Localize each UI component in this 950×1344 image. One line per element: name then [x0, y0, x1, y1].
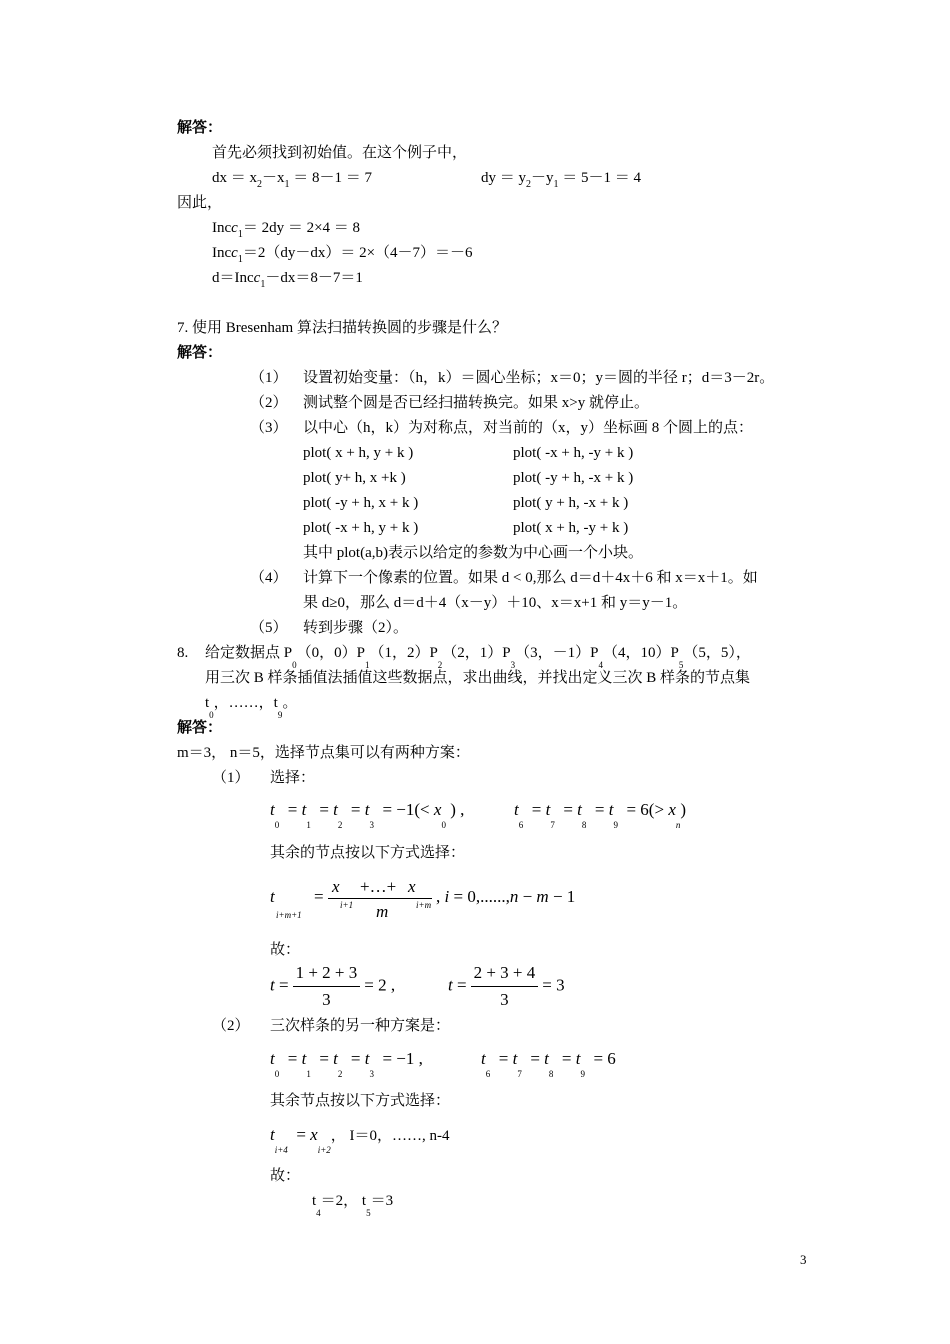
- inc2-equation: Incc$_1$＝2（dy－dx）＝ 2×（4－7）＝－6: [212, 245, 473, 265]
- plot-call: plot( -x + h, y + k ): [303, 520, 419, 536]
- step-number: （1）: [250, 370, 288, 386]
- step-text: 设置初始变量：（h，k）＝圆心坐标；x＝0；y＝圆的半径 r；d＝3－2r。: [303, 370, 775, 386]
- m-n-text: m＝3， n＝5，选择节点集可以有两种方案：: [177, 745, 470, 761]
- fraction-result-1: t = $\frac{1 + 2 + 3}{3}$ = 2 ,: [270, 963, 396, 1009]
- question-8-line3: $t_0$，……，$t_9$。: [205, 695, 298, 720]
- plot-call: plot( -y + h, x + k ): [303, 495, 419, 511]
- therefore-text: 故：: [270, 1168, 301, 1184]
- option-number: （1）: [212, 770, 250, 786]
- question-8-line1: 给定数据点 $P_0(0$，$0)P_1(1$，$2)P_2(2$，$1)P_3(3$，$-1)P_4(4$，$10)P_5(5$，5），: [205, 645, 751, 670]
- d-equation: d＝Incc$_1$－dx＝8－7＝1: [212, 270, 363, 290]
- option-number: （2）: [212, 1018, 250, 1034]
- page-number: 3: [800, 1252, 807, 1267]
- answer-heading: 解答：: [177, 720, 223, 736]
- plot-call: plot( x + h, y + k ): [303, 445, 414, 461]
- plot-call: plot( -x + h, -y + k ): [513, 445, 634, 461]
- therefore-text: 故：: [270, 942, 301, 958]
- therefore-text: 因此，: [177, 195, 223, 211]
- step-text: 果 d≥0，那么 d＝d＋4（x－y）＋10、x＝x+1 和 y＝y－1。: [303, 595, 688, 611]
- plot-note: 其中 plot(a,b)表示以给定的参数为中心画一个小块。: [303, 545, 643, 561]
- step-text: 转到步骤（2）。: [303, 620, 409, 636]
- dx-equation: dx ＝ $x_2-x_1 = 8-1 = 7$: [212, 170, 373, 190]
- option-text: 其余节点按以下方式选择：: [270, 1093, 451, 1109]
- knot-formula-3: $t_0 = t_1 = t_2 = t_3 = -1$ ,: [270, 1049, 423, 1079]
- plot-call: plot( -y + h, -x + k ): [513, 470, 634, 486]
- step-number: （2）: [250, 395, 288, 411]
- step-text: 测试整个圆是否已经扫描转换完。如果 x>y 就停止。: [303, 395, 649, 411]
- plot-call: plot( y + h, -x + k ): [513, 495, 629, 511]
- knot-formula-4: $t_6 = t_7 = t_8 = t_9 = 6$: [481, 1049, 616, 1079]
- document-page: 解答： 首先必须找到初始值。在这个例子中， dx ＝ $x_2-x_1 = 8-1 = 7$ dy ＝ $y_2-y_1 = 5-1 = 4$ 因此， Incc$_1$＝ 2dy ＝ 2×4 ＝ 8 Incc$_1$＝2（dy－dx）＝ 2×（4－7）＝－6 d＝Incc$_1$－dx＝8－7＝1 7. 使用 Bresenham 算法扫描转换圆的步骤是什么？ 解答： （1） 设置初始变量：（h，k）＝圆心坐标；x＝0；y＝圆的半径 r；d＝3－2r。 （2） 测试整个圆是否已经扫描转换完。如果 x>y 就停止。 （3） 以中心（h，k）为对称点，对当前的（x，y）坐标画 8 个圆上的点： plot( x + h, y + k ) plot( -x + h, -y + k ) plot( y+ h, x +k ) plot( -y + h, -x + k ) plot( -y + h, x + k ) plot( y + h, -x + k ) plot( -x + h, y + k ) plot( x + h, -y + k ) 其中 plot(a,b)表示以给定的参数为中心画一个小块。 （4） 计算下一个像素的位置。如果 d < 0,那么 d＝d＋4x＋6 和 x＝x＋1。如 果 d≥0，那么 d＝d＋4（x－y）＋10、x＝x+1 和 y＝y－1。 （5） 转到步骤（2）。 8. 给定数据点 $P_0(0$，$0)P_1(1$，$2)P_2(2$，$1)P_3(3$，$-1)P_4(4$，$10)P_5(5$，5）， 用三次 B 样条插值法插值这些数据点，求出曲线，并找出定义三次 B 样条的节点集 $t_0$，……，$t_9$。 解答： m＝3， n＝5，选择节点集可以有两种方案： （1） 选择： $t_0 = t_1 = t_2 = t_3 = -1(< x_0$ ) , $t_6 = t_7 = t_8 = t_9 = 6(> x_n)$ 其余的节点按以下方式选择： t i+m+1 = x i+1 +…+ x i+m m , i = 0,......,n − m − 1 故： t = $\frac{1 + 2 + 3}{3}$ = 2 , t = $\frac{2 + 3 + 4}{3}$ = 3 （2） 三次样条的另一种方案是： $t_0 = t_1 = t_2 = t_3 = -1$ , $t_6 = t_7 = t_8 = t_9 = 6$ 其余节点按以下方式选择： $t_{i+4} = x_{i+2}$， I＝0，……, n-4 故： $t_4=2$， $t_5=3$ 3: [0, 0, 950, 1344]
- plot-call: plot( y+ h, x +k ): [303, 470, 406, 486]
- answer-heading: 解答：: [177, 345, 223, 361]
- inc1-equation: Incc$_1$＝ 2dy ＝ 2×4 ＝ 8: [212, 220, 361, 240]
- step-number: （5）: [250, 620, 288, 636]
- knot-formula-1: $t_0 = t_1 = t_2 = t_3 = -1(< x_0$ ) ,: [270, 800, 465, 830]
- answer-text: 首先必须找到初始值。在这个例子中，: [212, 145, 468, 161]
- final-values: $t_4=2$， $t_5=3$: [312, 1193, 394, 1218]
- answer-heading: 解答：: [177, 120, 223, 136]
- dy-equation: dy ＝ $y_2-y_1 = 5-1 = 4$: [481, 170, 642, 190]
- question-number: 8.: [177, 645, 189, 661]
- question-7: 7. 使用 Bresenham 算法扫描转换圆的步骤是什么？: [177, 320, 507, 336]
- knot-formula-5: $t_{i+4} = x_{i+2}$， I＝0，……, n-4: [270, 1125, 450, 1155]
- step-number: （3）: [250, 420, 288, 436]
- knot-formula-2: $t_6 = t_7 = t_8 = t_9 = 6(> x_n)$: [514, 800, 687, 830]
- step-text: 计算下一个像素的位置。如果 d < 0,那么 d＝d＋4x＋6 和 x＝x＋1。如: [303, 570, 758, 586]
- step-text: 以中心（h，k）为对称点，对当前的（x，y）坐标画 8 个圆上的点：: [303, 420, 754, 436]
- option-text: 其余的节点按以下方式选择：: [270, 845, 466, 861]
- fraction-result-2: t = $\frac{2 + 3 + 4}{3}$ = 3: [448, 963, 565, 1009]
- option-text: 选择：: [270, 770, 316, 786]
- plot-call: plot( x + h, -y + k ): [513, 520, 629, 536]
- step-number: （4）: [250, 570, 288, 586]
- option-text: 三次样条的另一种方案是：: [270, 1018, 451, 1034]
- question-8-line2: 用三次 B 样条插值法插值这些数据点，求出曲线，并找出定义三次 B 样条的节点集: [205, 670, 751, 686]
